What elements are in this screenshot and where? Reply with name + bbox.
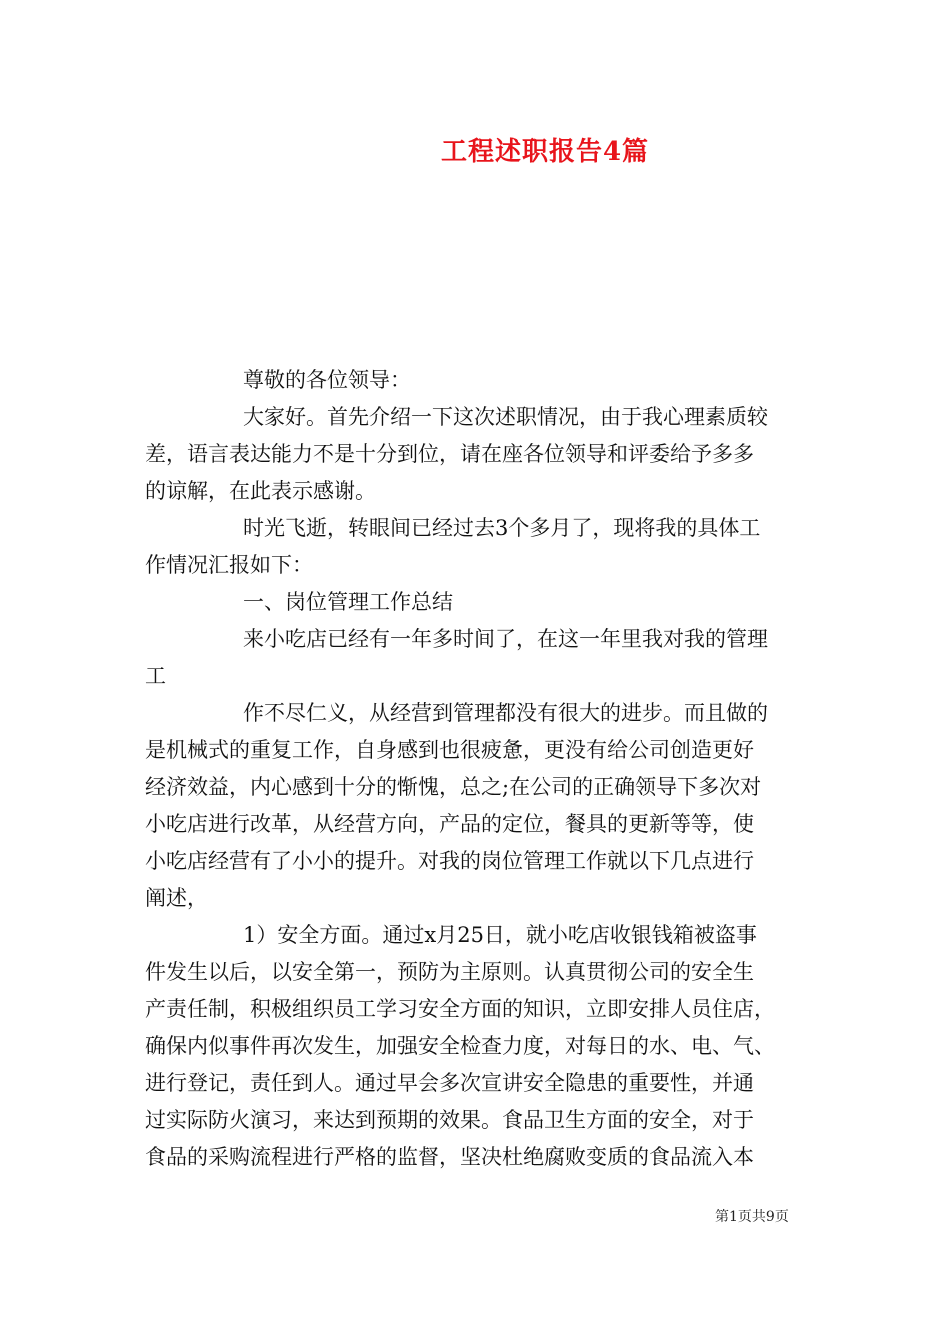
paragraph-line: 是机械式的重复工作，自身感到也很疲惫，更没有给公司创造更好 (145, 738, 754, 762)
document-title: 工程述职报告4篇 (440, 137, 650, 167)
paragraph-line: 尊敬的各位领导： (243, 368, 411, 392)
paragraph-line: 大家好。首先介绍一下这次述职情况，由于我心理素质较 (243, 405, 768, 429)
paragraph-line: 件发生以后，以安全第一，预防为主原则。认真贯彻公司的安全生 (145, 960, 754, 984)
paragraph-line: 的谅解，在此表示感谢。 (145, 479, 376, 503)
page-number: 第1页共9页 (715, 1209, 789, 1225)
paragraph-line: 作情况汇报如下： (145, 553, 313, 577)
section-heading: 一、岗位管理工作总结 (243, 590, 453, 614)
paragraph-line: 过实际防火演习，来达到预期的效果。食品卫生方面的安全，对于 (145, 1108, 754, 1132)
paragraph-line: 作不尽仁义，从经营到管理都没有很大的进步。而且做的 (243, 701, 768, 725)
paragraph-line: 时光飞逝，转眼间已经过去3个多月了，现将我的具体工 (243, 516, 761, 540)
paragraph-line: 工 (145, 664, 166, 688)
paragraph-line: 来小吃店已经有一年多时间了，在这一年里我对我的管理 (243, 627, 768, 651)
paragraph-line: 差，语言表达能力不是十分到位，请在座各位领导和评委给予多多 (145, 442, 754, 466)
paragraph-line: 1）安全方面。通过x月25日，就小吃店收银钱箱被盗事 (243, 923, 757, 947)
paragraph-line: 小吃店经营有了小小的提升。对我的岗位管理工作就以下几点进行 (145, 849, 754, 873)
paragraph-line: 产责任制，积极组织员工学习安全方面的知识，立即安排人员住店， (145, 997, 775, 1021)
paragraph-line: 确保内似事件再次发生，加强安全检查力度，对每日的水、电、气、 (145, 1034, 775, 1058)
document-body (145, 362, 810, 1176)
paragraph-line: 小吃店进行改革，从经营方向，产品的定位，餐具的更新等等，使 (145, 812, 754, 836)
paragraph-line: 阐述， (145, 886, 208, 910)
paragraph-line: 经济效益，内心感到十分的惭愧，总之;在公司的正确领导下多次对 (145, 775, 762, 799)
paragraph-line: 进行登记，责任到人。通过早会多次宣讲安全隐患的重要性，并通 (145, 1071, 754, 1095)
paragraph-line: 食品的采购流程进行严格的监督，坚决杜绝腐败变质的食品流入本 (145, 1145, 754, 1169)
